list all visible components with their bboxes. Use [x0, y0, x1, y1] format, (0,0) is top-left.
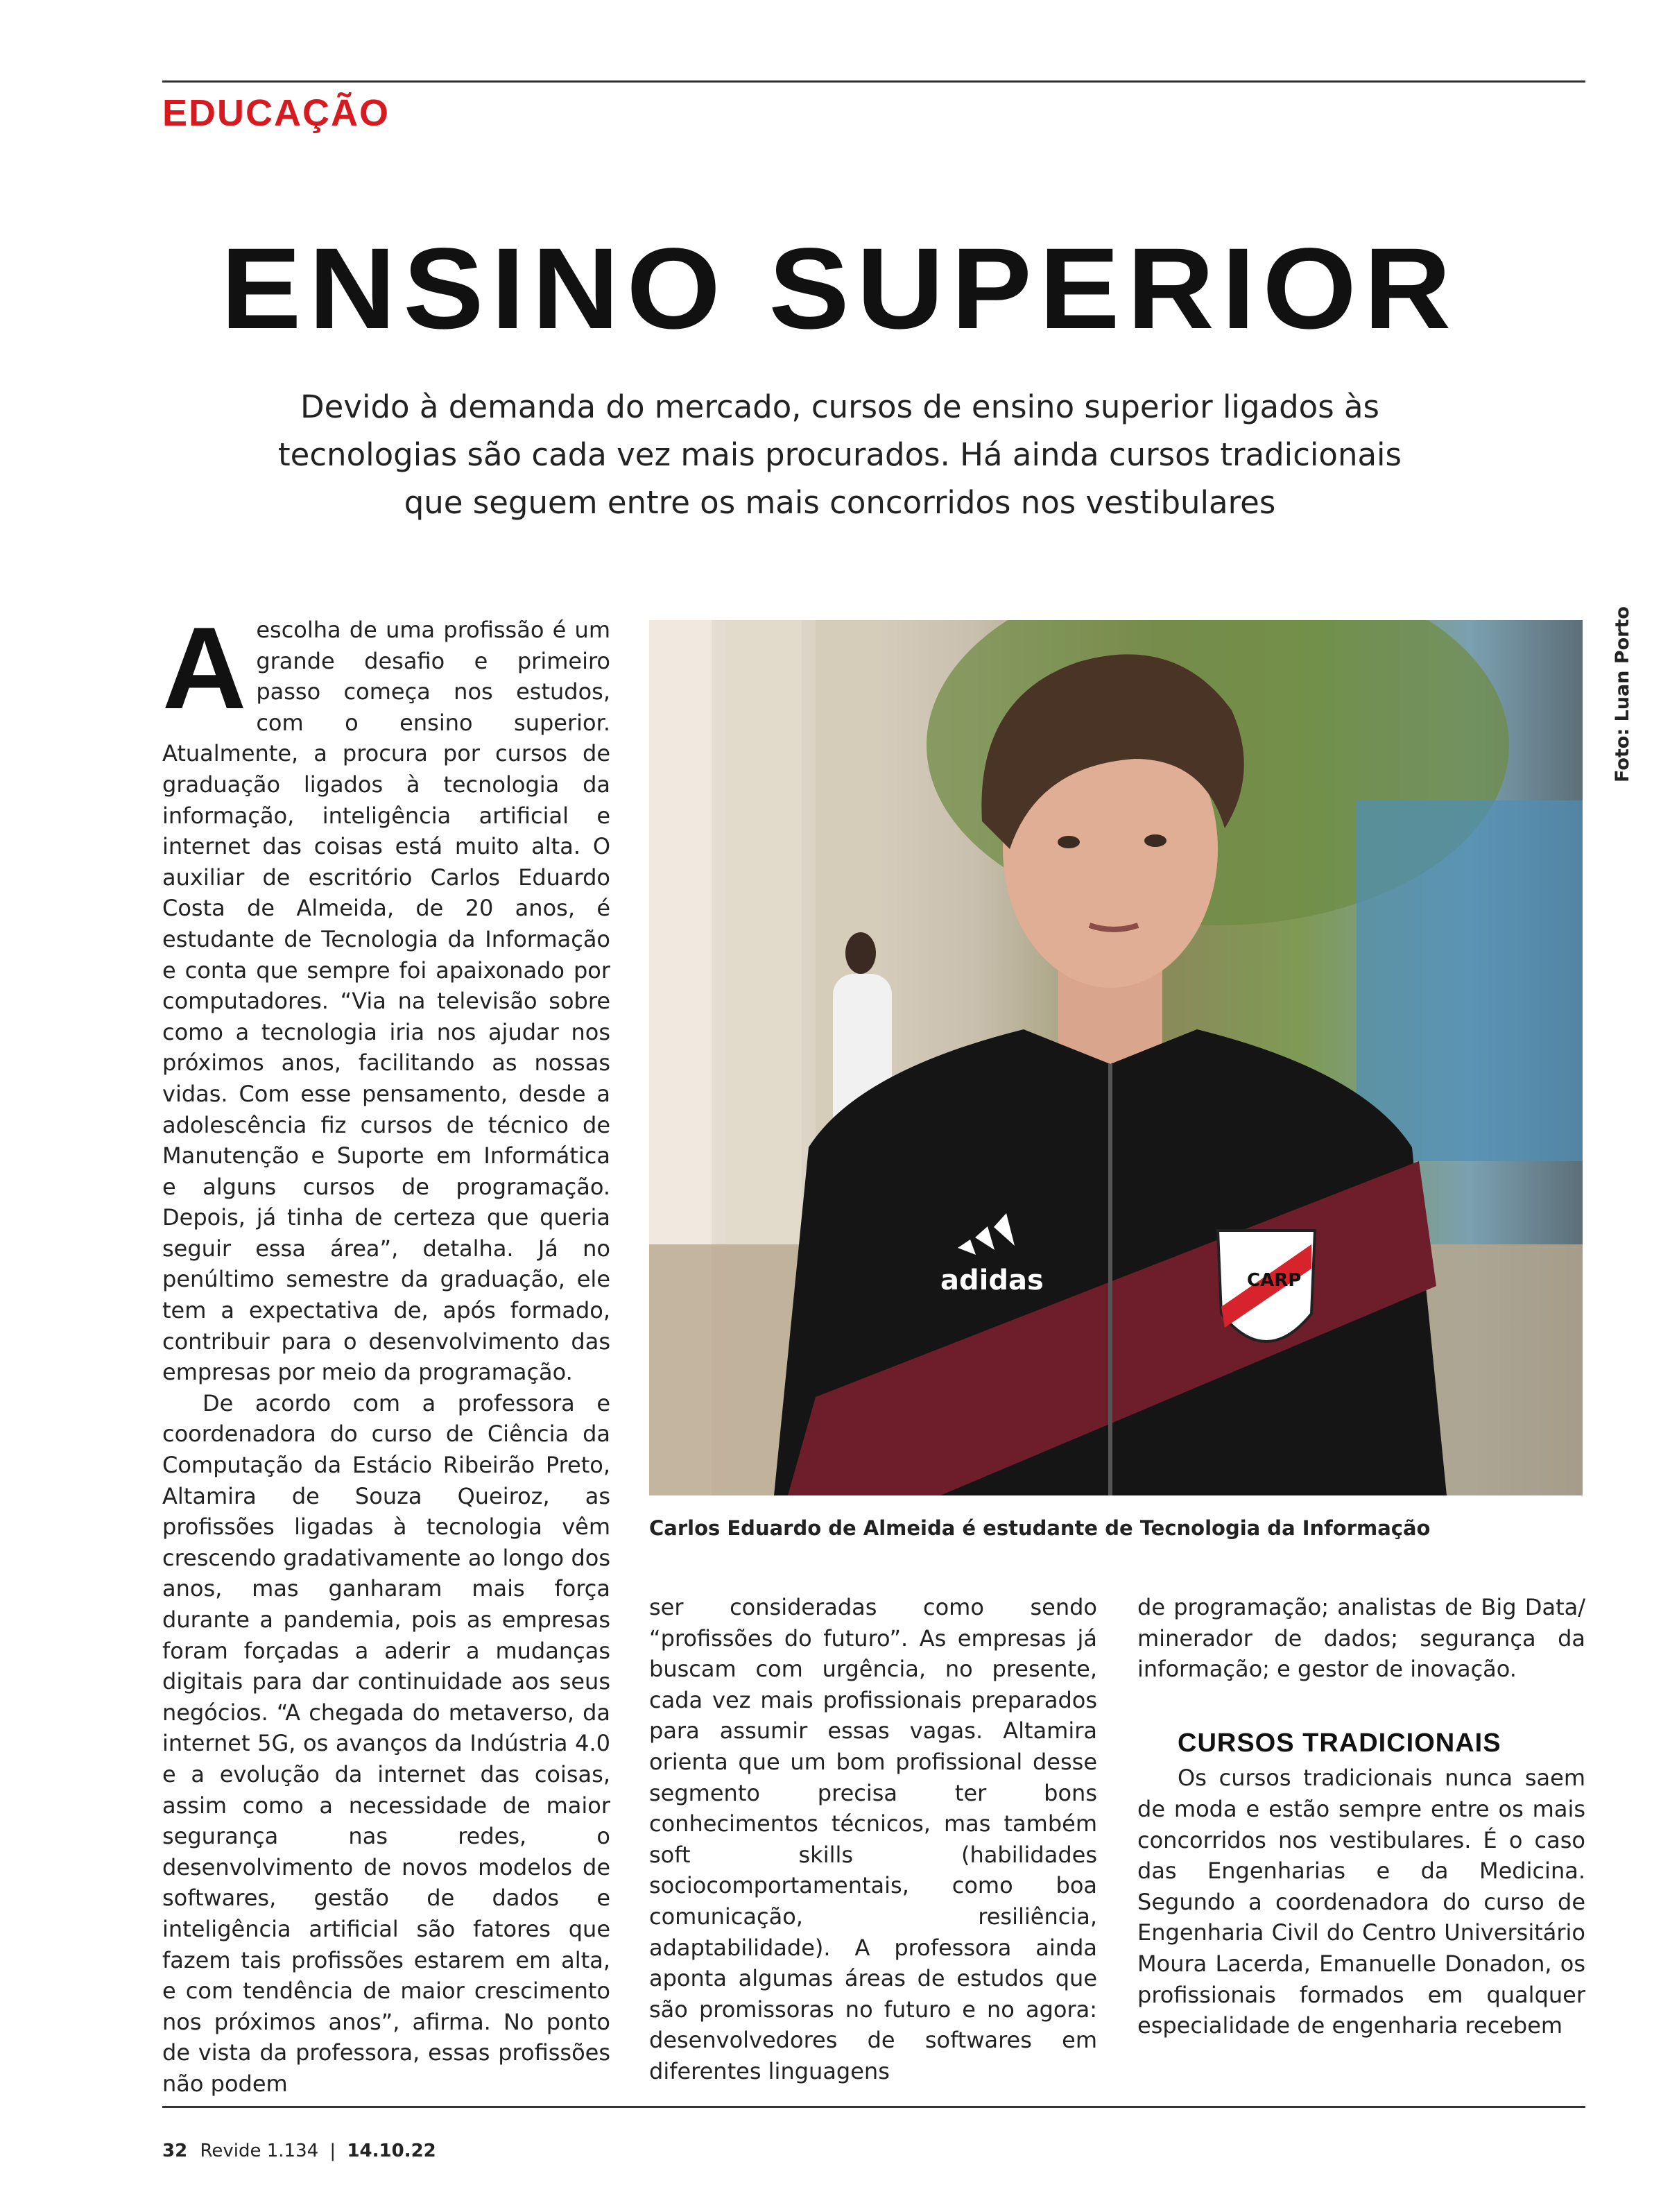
article-column-3 [1137, 1592, 1585, 2041]
background-person-head [845, 932, 876, 974]
issue-date: 14.10.22 [347, 2141, 436, 2161]
magazine-issue: Revide 1.134 [200, 2141, 319, 2161]
footer-separator: | [329, 2141, 336, 2161]
bottom-rule [162, 2106, 1585, 2108]
adidas-logo: adidas [940, 1264, 1044, 1296]
paragraph-4: de programação; analistas de Big Data/ minerador de dados; segurança da informação; e gestor de inovação. [1137, 1594, 1585, 1683]
paragraph-2: De acordo com a professora e coordenadora do curso de Ciência da Computação da Estácio Ribeirão Preto, Altamira de Souza Queiroz, as profissões ligadas à tecnologia vêm crescendo gradativamente ao longo dos anos, mas ganharam mais força durante a pandemia, pois as empresas foram forçadas a aderir a mudanças digitais para dar continuidade aos seus negócios. “A chegada do metaverso, da internet 5G, os avanços da Indústria 4.0 e a evolução da internet das coisas, assim como a necessidade de maior segurança nas redes, o desenvolvimento de novos modelos de softwares, gestão de dados e inteligência artificial são fatores que fazem tais profissões estarem em alta, e com tendência de maior crescimento nos próximos anos”, afirma. No ponto de vista da professora, essas profissões não podem [162, 1389, 610, 2097]
top-rule [162, 80, 1585, 83]
photo-student [649, 620, 1583, 1495]
left-eye [1058, 836, 1080, 848]
paragraph-3: ser consideradas como sendo “profissões do futuro”. As empresas já buscam com urgência, no presente, cada vez mais profissionais preparados para assumir essas vagas. Altamira orienta que um bom profissional desse segmento precisa ter bons conhecimentos técnicos, mas também soft skills (habilidades sociocomportamentais, como boa comunicação, resiliência, adaptabilidade). A professora ainda aponta algumas áreas de estudos que são promissoras no futuro e no agora: desenvolvedores de softwares em diferentes linguagens [649, 1594, 1097, 2084]
right-eye [1144, 834, 1166, 847]
blue-wall [1357, 800, 1583, 1161]
section-label: EDUCAÇÃO [162, 92, 390, 134]
photo-illustration [649, 620, 1583, 1495]
paragraph-1-text: escolha de uma profissão é um grande desafio e primeiro passo começa nos estudos, com o ensino superior. Atualmente, a procura por cursos de graduação ligados à tecnologia da informação, inteligência artificial e internet das coisas está muito alta. O auxiliar de escritório Carlos Eduardo Costa de Almeida, de 20 anos, é estudante de Tecnologia da Informação e conta que sempre foi apaixonado por computadores. “Via na televisão sobre como a tecnologia iria nos ajudar nos próximos anos, facilitando as nossas vidas. Com esse pensamento, desde a adolescência fiz cursos de técnico de Manutenção e Suporte em Informática e alguns cursos de programação. Depois, já tinha de certeza que queria seguir essa área”, detalha. Já no penúltimo semestre da graduação, ele tem a expectativa de, após formado, contribuir para o desenvolvimento das empresas por meio da programação. [162, 617, 610, 1386]
subtitle: Devido à demanda do mercado, cursos de ensino superior ligados às tecnologias são cada vez mais procurados. Há ainda cursos tradicionais que seguem entre os mais concorridos nos vestibulares [277, 388, 1402, 521]
photo-credit: Foto: Luan Porto [1612, 606, 1633, 782]
paragraph-1 [162, 603, 610, 1388]
photo-caption: Carlos Eduardo de Almeida é estudante de Tecnologia da Informação [649, 1516, 1431, 1540]
paragraph-5: Os cursos tradicionais nunca saem de moda e estão sempre entre os mais concorridos nos vestibulares. É o caso das Engenharias e da Medicina. Segundo a coordenadora do curso de Engenharia Civil do Centro Universitário Moura Lacerda, Emanuelle Donadon, os profissionais formados em qualquer especialidade de engenharia recebem [1137, 1765, 1585, 2039]
article-column-1 [162, 603, 610, 2100]
article-column-2 [649, 1592, 1097, 2087]
page-number: 32 [162, 2141, 188, 2161]
footer [162, 2141, 436, 2161]
headline: ENSINO SUPERIOR [221, 225, 1458, 353]
crest-letters: CARP [1247, 1270, 1302, 1291]
subhead-cursos-tradicionais: CURSOS TRADICIONAIS [1178, 1728, 1501, 1758]
dropcap: A [162, 603, 247, 733]
